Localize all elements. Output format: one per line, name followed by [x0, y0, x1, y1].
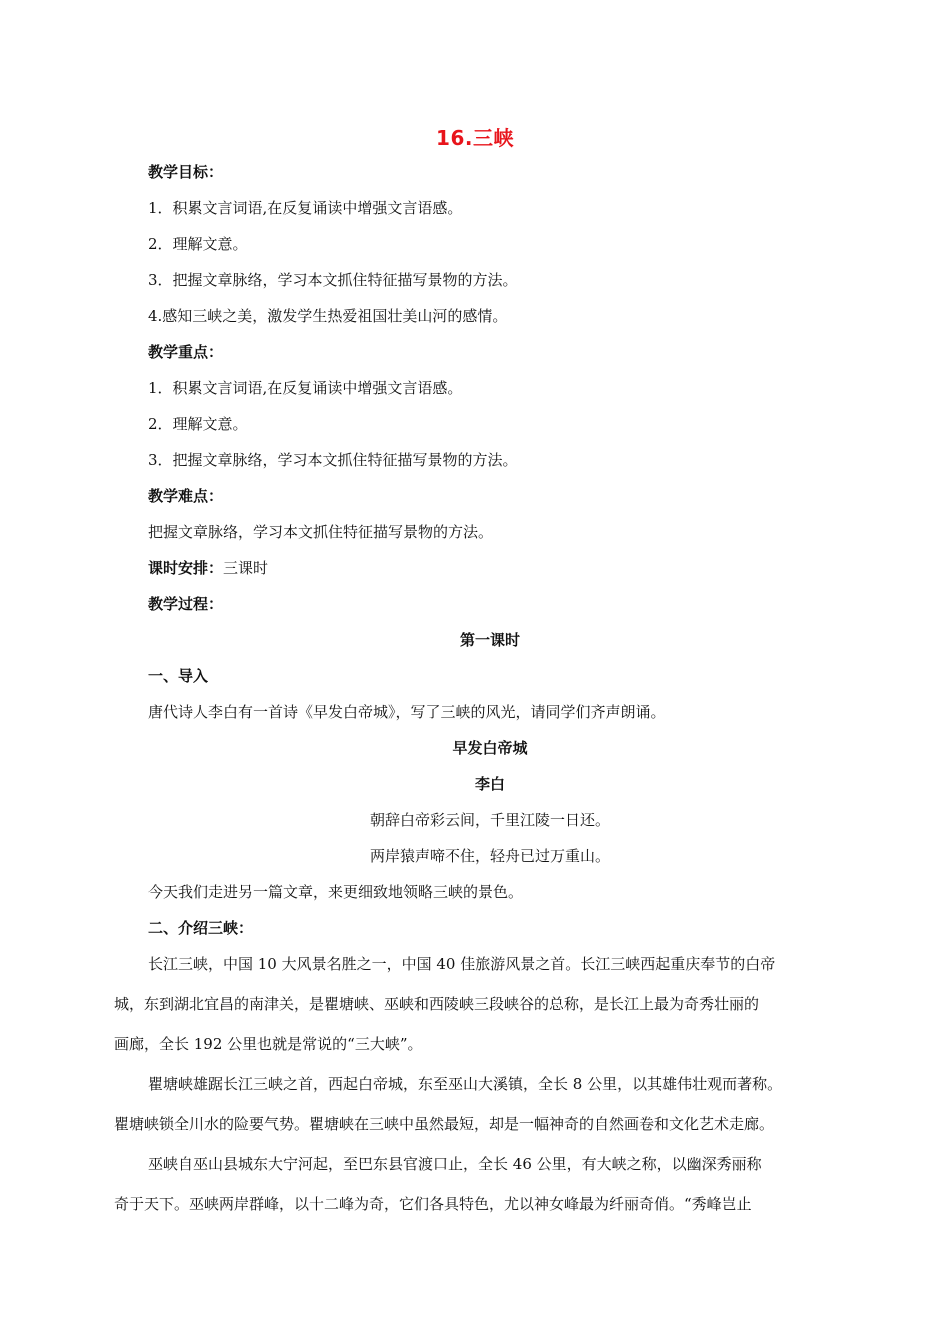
lesson-title: 第一课时 [459, 631, 520, 649]
paragraph-line: 巫峡自巫山县城东大宁河起，至巴东县官渡口止，全长 46 公里，有大峡之称，以幽深秀丽称 [148, 1155, 762, 1173]
poem-title: 早发白帝城 [452, 739, 528, 757]
paragraph-line: 瞿塘峡锁全川水的险要气势。瞿塘峡在三峡中虽然最短，却是一幅神奇的自然画卷和文化艺术走廊。 [114, 1115, 775, 1133]
section-heading: 一、导入 [148, 667, 209, 685]
poem-line: 朝辞白帝彩云间，千里江陵一日还。 [369, 811, 610, 829]
intro-paragraph: 唐代诗人李白有一首诗《早发白帝城》，写了三峡的风光，请同学们齐声朗诵。 [148, 703, 666, 721]
poem-author: 李白 [474, 775, 505, 793]
paragraph-line: 画廊，全长 192 公里也就是常说的“三大峡”。 [114, 1035, 423, 1053]
paragraph-line: 城，东到湖北宜昌的南津关，是瞿塘峡、巫峡和西陵峡三段峡谷的总称，是长江上最为奇秀壮丽的 [114, 995, 760, 1013]
objective-item: 3．把握文章脉络，学习本文抓住特征描写景物的方法。 [148, 271, 518, 289]
key-point-item: 1．积累文言词语,在反复诵读中增强文言语感。 [148, 379, 463, 397]
difficulties-text: 把握文章脉络，学习本文抓住特征描写景物的方法。 [148, 523, 494, 541]
key-points-heading: 教学重点： [148, 343, 224, 361]
difficulties-heading: 教学难点： [148, 487, 224, 505]
key-point-item: 3．把握文章脉络，学习本文抓住特征描写景物的方法。 [148, 451, 518, 469]
paragraph-line: 瞿塘峡雄踞长江三峡之首，西起白帝城，东至巫山大溪镇，全长 8 公里，以其雄伟壮观而著称。 [148, 1075, 783, 1093]
poem-line: 两岸猿声啼不住，轻舟已过万重山。 [369, 847, 610, 865]
schedule-line [148, 558, 268, 578]
section-heading: 二、介绍三峡： [148, 919, 254, 937]
objectives-heading: 教学目标： [148, 163, 224, 181]
paragraph-line: 奇于天下。巫峡两岸群峰，以十二峰为奇，它们各具特色，尤以神女峰最为纤丽奇俏。“秀峰岂止 [114, 1195, 752, 1213]
schedule-label: 课时安排： [148, 559, 224, 577]
objective-item: 4.感知三峡之美，激发学生热爱祖国壮美山河的感情。 [148, 307, 508, 325]
key-point-item: 2．理解文意。 [148, 415, 248, 433]
document-title: 16.三峡 [436, 126, 514, 150]
objective-item: 1．积累文言词语,在反复诵读中增强文言语感。 [148, 199, 463, 217]
process-heading: 教学过程： [148, 595, 224, 613]
objective-item: 2．理解文意。 [148, 235, 248, 253]
schedule-value: 三课时 [223, 559, 269, 577]
paragraph-line: 长江三峡，中国 10 大风景名胜之一，中国 40 佳旅游风景之首。长江三峡西起重庆奉节的白帝 [148, 955, 776, 973]
outro-paragraph: 今天我们走进另一篇文章，来更细致地领略三峡的景色。 [148, 883, 524, 901]
